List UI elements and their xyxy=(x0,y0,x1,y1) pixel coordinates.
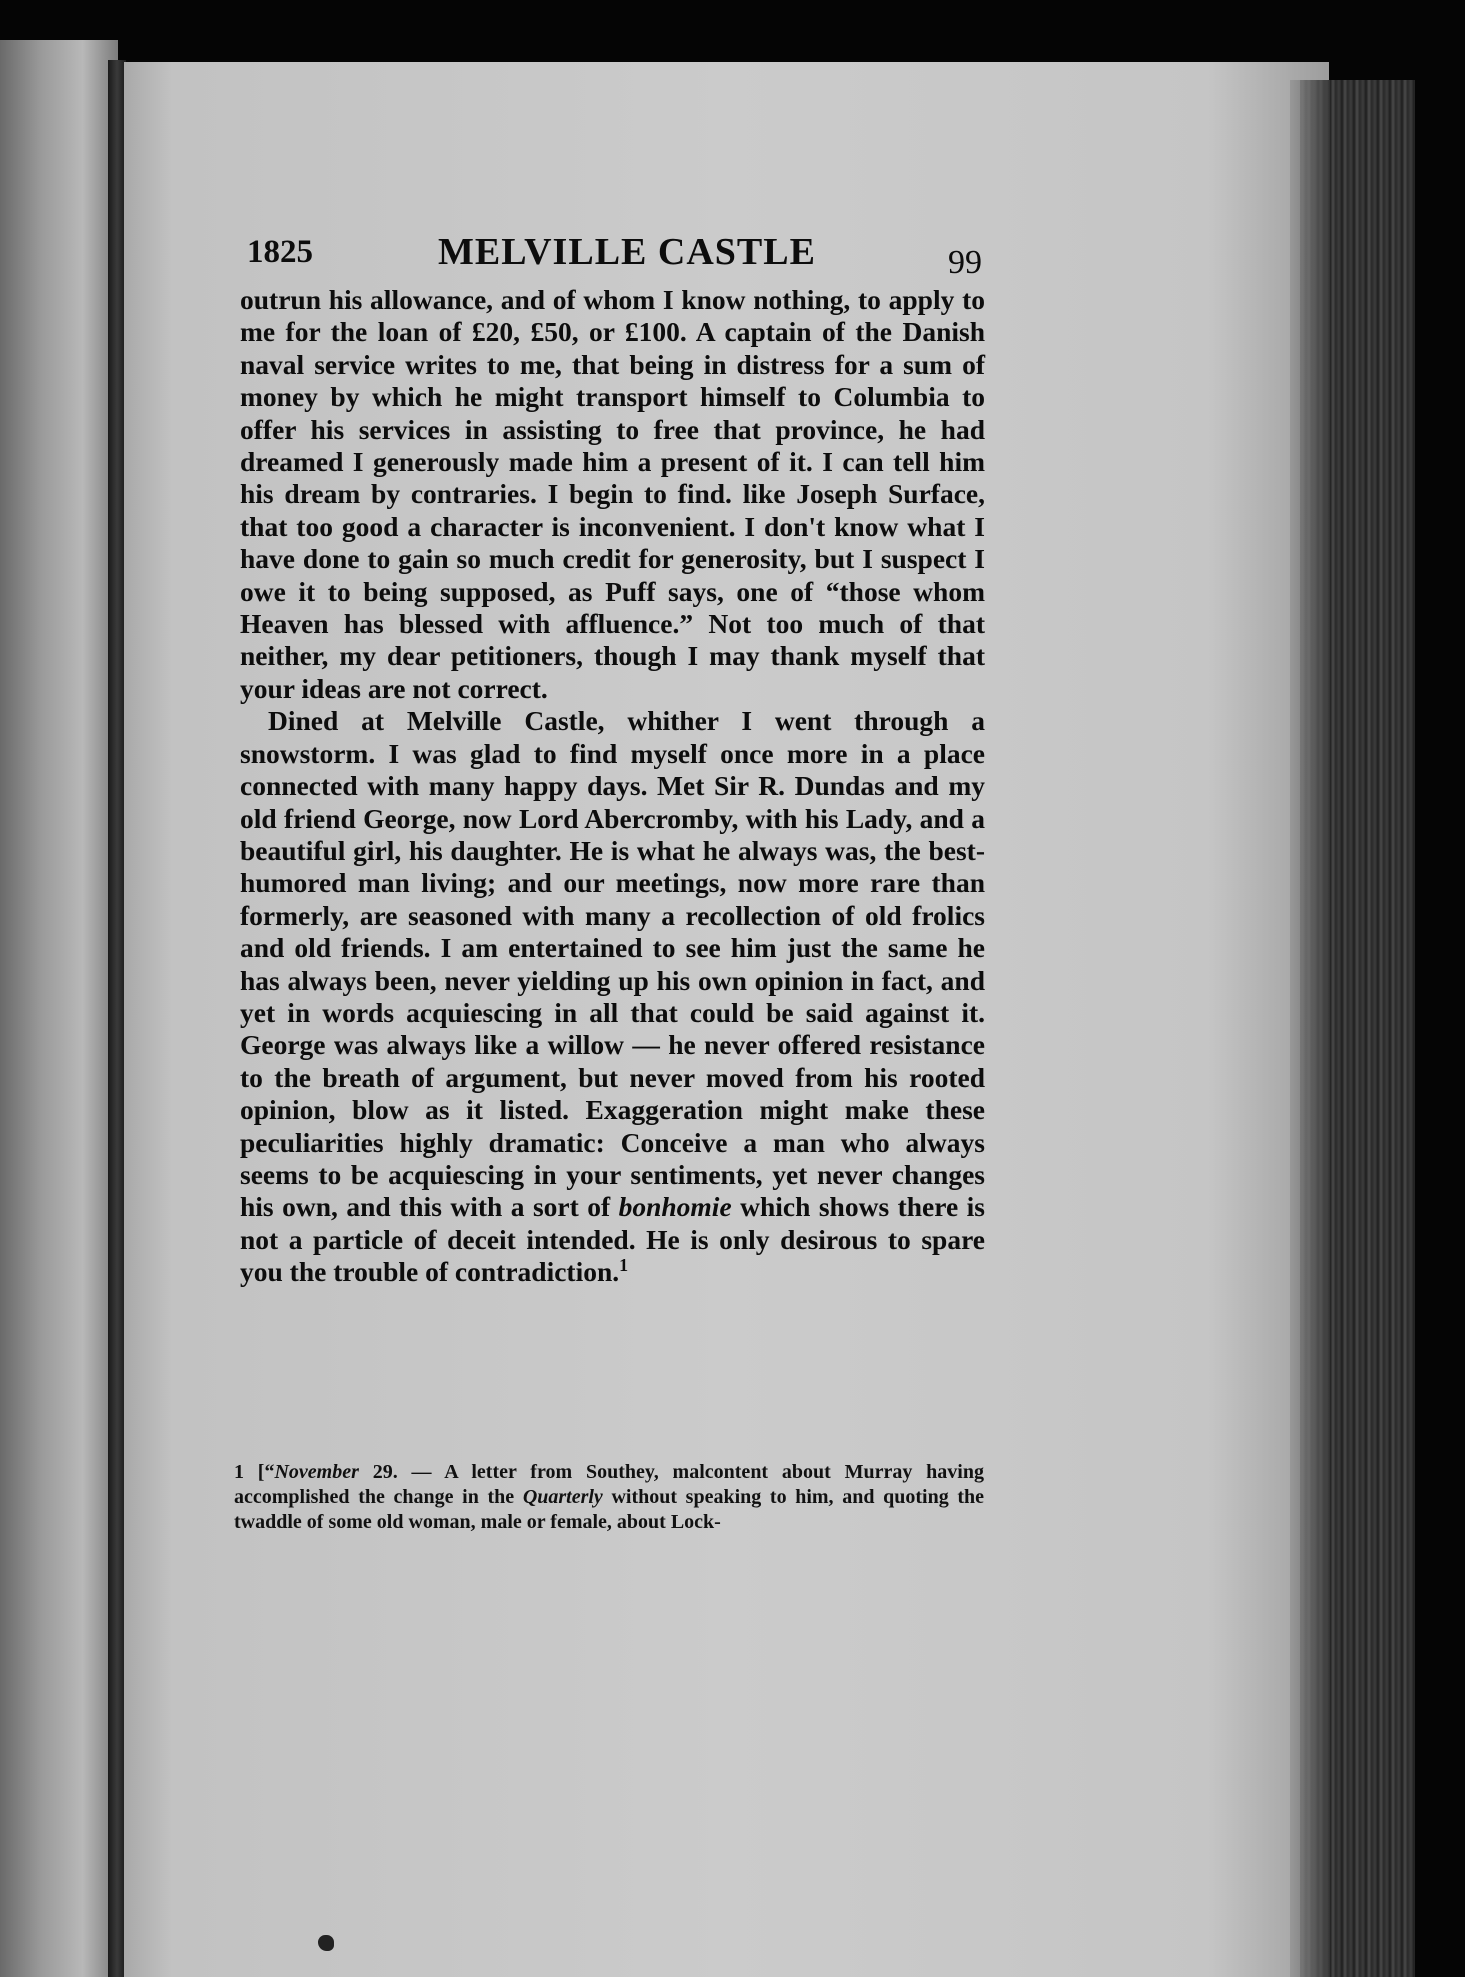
header-title: MELVILLE CASTLE xyxy=(438,231,816,273)
page-number: 99 xyxy=(948,244,982,281)
footnote-italic: Quarterly xyxy=(522,1486,603,1508)
footnote-text-after: without speaking to him, and quoting the twaddle of some old woman, male or female, about Lock- xyxy=(234,1486,984,1533)
footnote-reference: 1 xyxy=(619,1255,629,1276)
footnote-marker: 1 [“ xyxy=(234,1461,275,1483)
page-edge-shadow xyxy=(1290,80,1330,1977)
footnote xyxy=(234,1460,984,1535)
footnote-text: 29. — A letter from Southey, malcontent about Murray having accomplished the change in the xyxy=(234,1461,984,1508)
scan-mark xyxy=(318,1935,334,1951)
header-year: 1825 xyxy=(247,234,313,270)
paragraph xyxy=(240,705,985,1288)
paragraph-text: which shows there is not a particle of deceit intended. He is only desirous to spare you the trouble of contradiction. xyxy=(240,1191,985,1288)
italic-term: bonhomie xyxy=(618,1191,732,1223)
footnote-date: November xyxy=(274,1461,359,1483)
body-text xyxy=(240,284,985,1289)
previous-page-edge xyxy=(0,40,118,1977)
paragraph-text: Dined at Melville Castle, whither I went through a snowstorm. I was glad to find myself once more in a place connected with many happy days. Met Sir R. Dundas and my old friend George, now Lord Abercromby, with his Lady, and a beautiful girl, his daughter. He is what he always was, the best-humored man living; and our meetings, now more rare than formerly, are seasoned with many a recollection of old frolics and old friends. I am entertained to see him just the same he has always been, never yielding up his own opinion in fact, and yet in words acquiescing in all that could be said against it. George was always like a willow — he never offered resistance to the breath of argument, but never moved from his rooted opinion, blow as it listed. Exaggeration might make these peculiarities highly dramatic: Conceive a man who always seems to be acquiescing in your sentiments, yet never changes his own, and this with a sort of xyxy=(240,705,985,1223)
paragraph: outrun his allowance, and of whom I know nothing, to apply to me for the loan of £20, £50, or £100. A captain of the Danish naval service writes to me, that being in distress for a sum of money by which he might transport himself to Columbia to offer his services in assisting to free that province, he had dreamed I generously made him a present of it. I can tell him his dream by contraries. I begin to find. like Joseph Surface, that too good a character is inconvenient. I don't know what I have done to gain so much credit for generosity, but I suspect I owe it to being supposed, as Puff says, one of “those whom Heaven has blessed with affluence.” Not too much of that neither, my dear petitioners, though I may thank myself that your ideas are not correct. xyxy=(240,284,985,704)
